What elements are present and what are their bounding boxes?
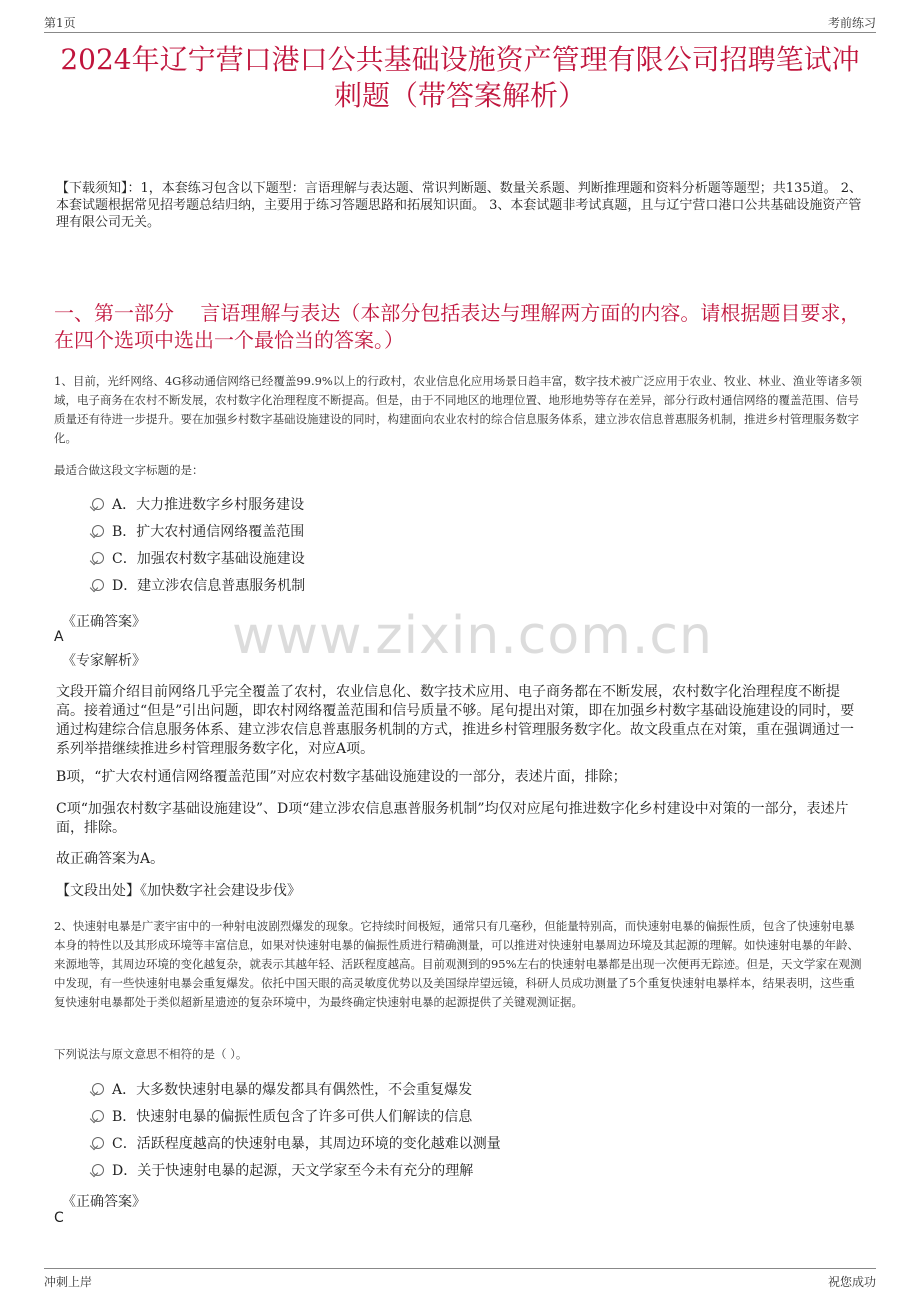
radio-icon[interactable] [92,1137,104,1149]
question-2-option-d[interactable] [92,1161,473,1181]
source-citation: 【文段出处】《加快数字社会建设步伐》 [56,883,301,899]
answer-label: 《正确答案》 [62,1194,146,1210]
document-title: 2024年辽宁营口港口公共基础设施资产管理有限公司招聘笔试冲刺题（带答案解析） [60,43,860,112]
question-1-option-a[interactable] [92,495,304,515]
question-1-option-b[interactable] [92,522,304,542]
radio-icon[interactable] [92,498,104,510]
page-footer [44,1268,876,1289]
section-heading: 一、第一部分 言语理解与表达（本部分包括表达与理解两方面的内容。请根据题目要求，在四个选项中选出一个最恰当的答案。） [54,301,861,352]
question-1-option-d[interactable] [92,576,305,596]
analysis-paragraph: C项“加强农村数字基础设施建设”、D项“建立涉农信息惠普服务机制”均仅对应尾句推进数字化乡村建设中对策的一部分，表述片面，排除。 [56,801,849,836]
analysis-paragraph: 文段开篇介绍目前网络几乎完全覆盖了农村，农业信息化、数字技术应用、电子商务都在不断发展，农村数字化治理程度不断提高。接着通过“但是”引出问题，即农村网络覆盖范围和信号质量不够。尾句提出对策，即在加强乡村数字基础设施建设的同时，要通过构建综合信息服务体系、建立涉农信息普惠服务机制的方式，推进乡村管理服务数字化。故文段重点在对策，重在强调通过一系列举措继续推进乡村管理服务数字化，对应A项。 [56,684,855,757]
question-1-stem: 1、目前，光纤网络、4G移动通信网络已经覆盖99.9%以上的行政村，农业信息化应用场景日趋丰富，数字技术被广泛应用于农业、牧业、林业、渔业等诸多领域，电子商务在农村不断发展，农村数字化治理程度不断提高。但是，由于不同地区的地理位置、地形地势等存在差异，部分行政村通信网络的覆盖范围、信号质量还有待进一步提升。要在加强乡村数字基础设施建设的同时，构建面向农业农村的综合信息服务体系，建立涉农信息普惠服务机制，推进乡村管理服务数字化。 [54,374,862,445]
analysis-paragraph: B项，“扩大农村通信网络覆盖范围”对应农村数字基础设施建设的一部分，表述片面，排除； [56,769,627,785]
radio-icon[interactable] [92,552,104,564]
option-label: A．大力推进数字乡村服务建设 [112,497,305,513]
watermark: www.zixin.com.cn [232,606,713,666]
option-label: C．加强农村数字基础设施建设 [112,551,305,567]
answer-value: A [54,629,64,645]
question-1-option-c[interactable] [92,549,305,569]
radio-icon[interactable] [92,1110,104,1122]
header-tag: 考前练习 [827,16,876,30]
option-label: D．关于快速射电暴的起源，天文学家至今未有充分的理解 [112,1163,474,1179]
page-header [44,12,876,33]
question-2-option-b[interactable] [92,1107,472,1127]
radio-icon[interactable] [92,1083,104,1095]
option-label: D．建立涉农信息普惠服务机制 [112,578,306,594]
question-2-stem: 2、快速射电暴是广袤宇宙中的一种射电波剧烈爆发的现象。它持续时间极短，通常只有几毫秒，但能量特别高，而快速射电暴的偏振性质，包含了快速射电暴本身的特性以及其形成环境等丰富信息，如果对快速射电暴的偏振性质进行精确测量，可以推进对快速射电暴周边环境及其起源的理解。如快速射电暴的年龄、来源地等，其周边环境的变化越复杂，就表示其越年轻、活跃程度越高。目前观测到的95%左右的快速射电暴都是出现一次便再无踪迹。但是，天文学家在观测中发现，有一些快速射电暴会重复爆发。依托中国天眼的高灵敏度优势以及美国绿岸望远镜，科研人员成功测量了5个重复快速射电暴样本，结果表明，这些重复快速射电暴都处于类似超新星遗迹的复杂环境中，为最终确定快速射电暴的起源提供了关键观测证据。 [54,919,862,1009]
question-2-option-c[interactable] [92,1134,501,1154]
radio-icon[interactable] [92,525,104,537]
question-2-option-a[interactable] [92,1080,472,1100]
analysis-label: 《专家解析》 [62,653,146,669]
option-label: B．快速射电暴的偏振性质包含了许多可供人们解读的信息 [112,1109,473,1125]
footer-right: 祝您成功 [827,1275,876,1289]
download-notice: 【下载须知】：1，本套练习包含以下题型：言语理解与表达题、常识判断题、数量关系题、判断推理题和资料分析题等题型；共135道。 2、本套试题根据常见招考题总结归纳，主要用于练习答题思路和拓展知识面。 3、本套试题非考试真题，且与辽宁营口港口公共基础设施资产管理有限公司无关。 [56,181,862,230]
answer-value: C [54,1210,64,1226]
question-2-prompt: 下列说法与原文意思不相符的是（ ）。 [54,1047,248,1061]
option-label: B．扩大农村通信网络覆盖范围 [112,524,305,540]
radio-icon[interactable] [92,1164,104,1176]
option-label: A．大多数快速射电暴的爆发都具有偶然性，不会重复爆发 [112,1082,473,1098]
radio-icon[interactable] [92,579,104,591]
answer-label: 《正确答案》 [62,614,146,630]
option-label: C．活跃程度越高的快速射电暴，其周边环境的变化越难以测量 [112,1136,501,1152]
footer-left: 冲刺上岸 [44,1275,93,1289]
analysis-paragraph: 故正确答案为A。 [56,851,165,867]
question-1-prompt: 最适合做这段文字标题的是： [54,463,204,477]
page-number: 第1页 [44,16,76,30]
